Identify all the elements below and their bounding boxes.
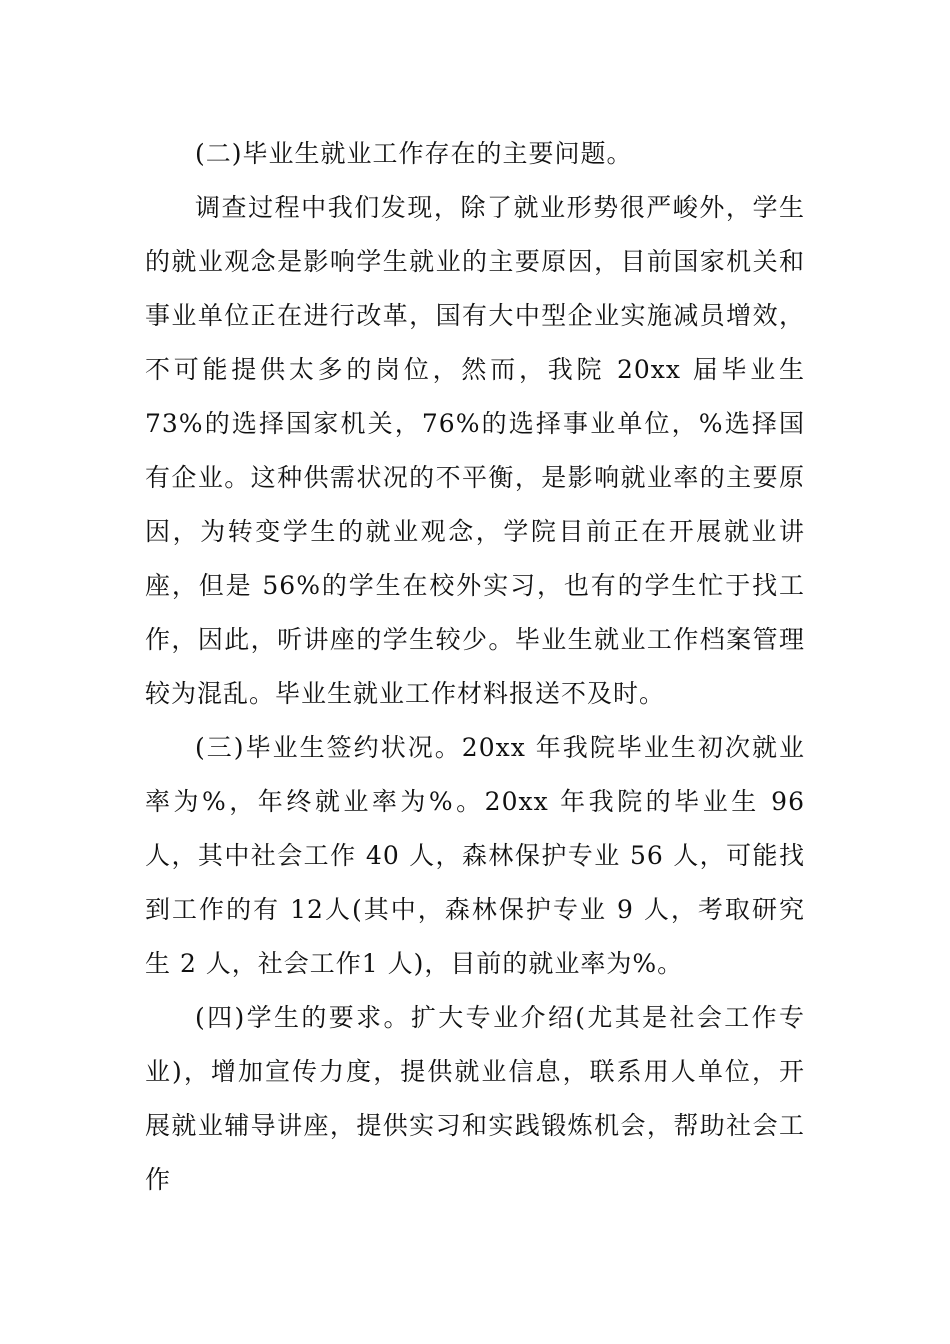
paragraph-signing-status: (三)毕业生签约状况。20xx 年我院毕业生初次就业率为%，年终就业率为%。20xx 年我院的毕业生 96 人，其中社会工作 40 人，森林保护专业 56 人，可能找到工作的有 12人(其中，森林保护专业 9 人，考取研究生 2 人，社会工作1 人)，目前的就业率为%。 — [145, 733, 805, 978]
paragraph-student-requests: (四)学生的要求。扩大专业介绍(尤其是社会工作专业)，增加宣传力度，提供就业信息，联系用人单位，开展就业辅导讲座，提供实习和实践锻炼机会，帮助社会工作 — [145, 1003, 805, 1194]
paragraph-survey-findings: 调查过程中我们发现，除了就业形势很严峻外，学生的就业观念是影响学生就业的主要原因，目前国家机关和事业单位正在进行改革，国有大中型企业实施减员增效，不可能提供太多的岗位，然而，我院 20xx 届毕业生 73%的选择国家机关，76%的选择事业单位，%选择国有企业。这种供需状况的不平衡，是影响就业率的主要原因，为转变学生的就业观念，学院目前正在开展就业讲座，但是 56%的学生在校外实习，也有的学生忙于找工作，因此，听讲座的学生较少。毕业生就业工作档案管理较为混乱。毕业生就业工作材料报送不及时。 — [145, 193, 805, 708]
document-body — [145, 127, 805, 1207]
section-heading-problems: (二)毕业生就业工作存在的主要问题。 — [195, 139, 633, 168]
